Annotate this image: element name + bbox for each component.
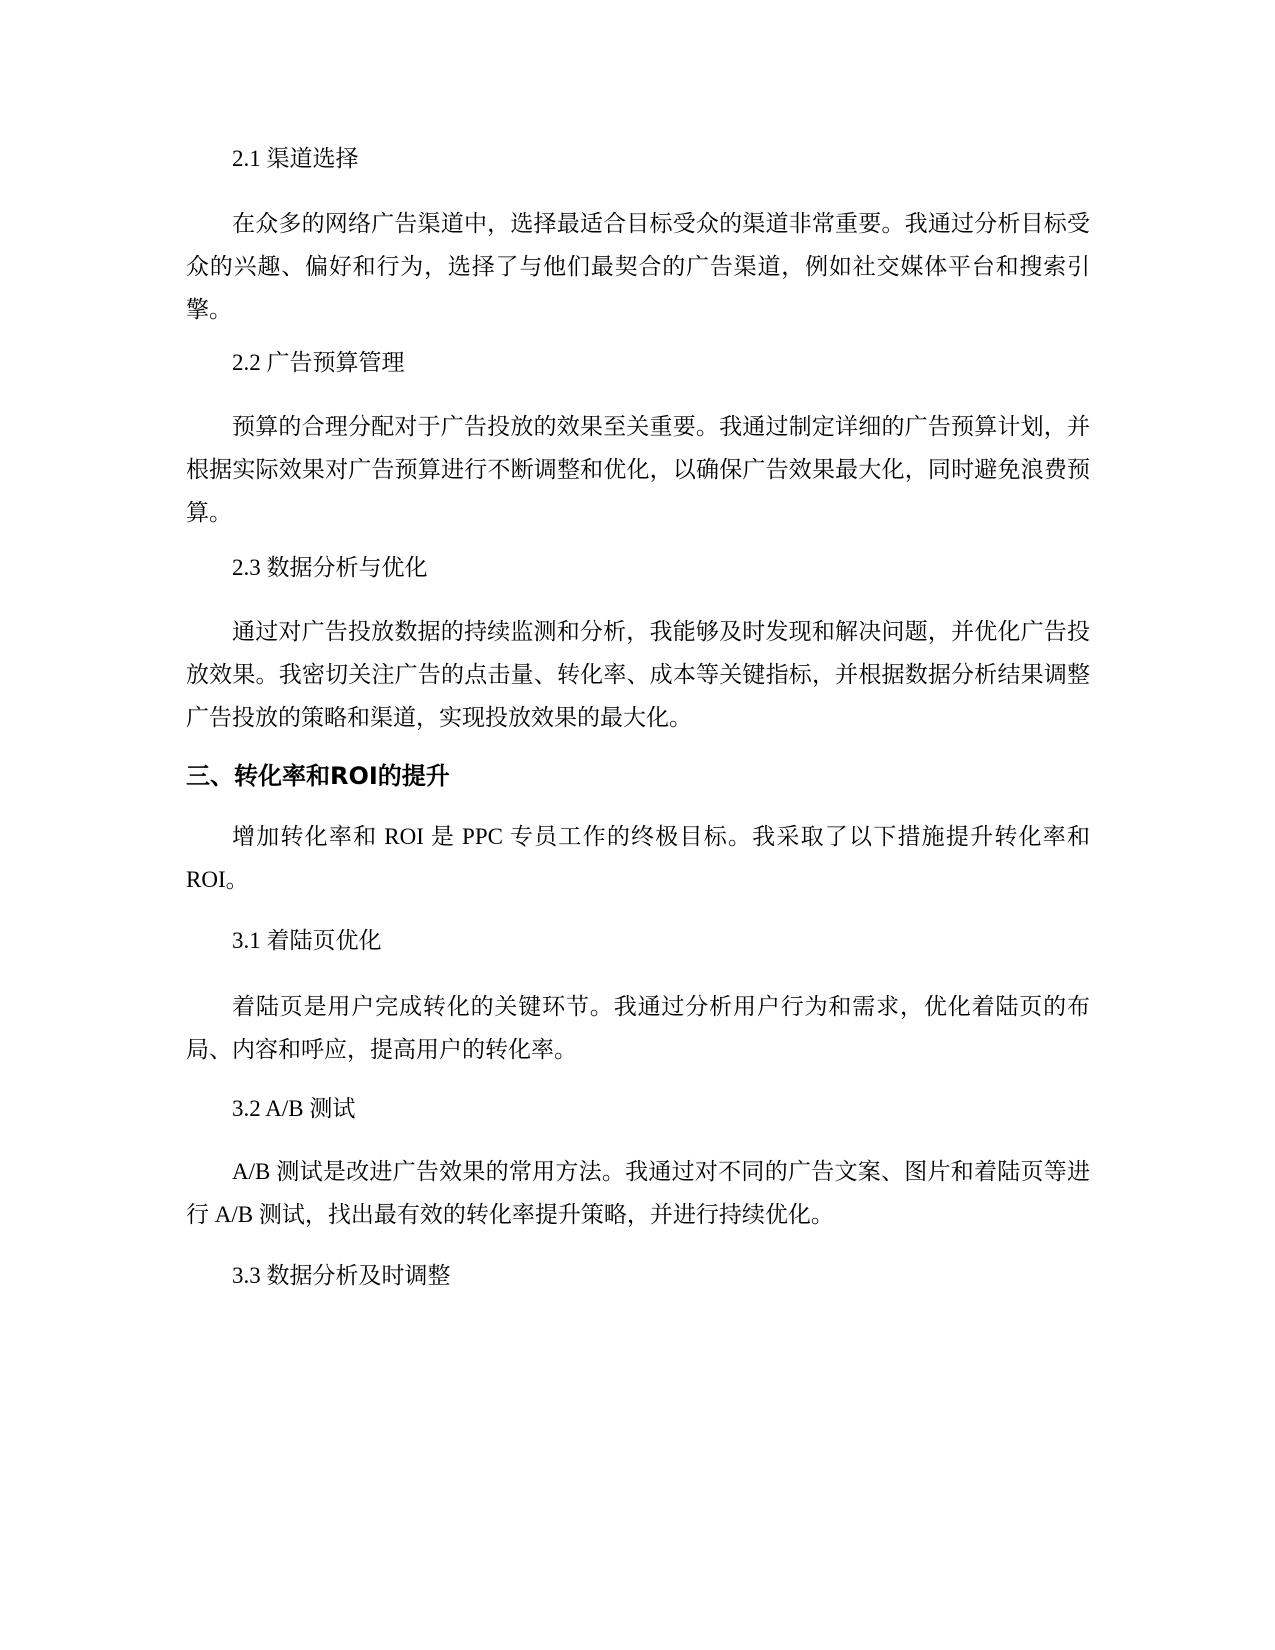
subheading-2-2: 2.2 广告预算管理 [232,350,405,375]
subheading-3-2: 3.2 A/B 测试 [232,1096,356,1121]
subheading-3-3: 3.3 数据分析及时调整 [232,1263,451,1288]
paragraph-3-intro: 增加转化率和 ROI 是 PPC 专员工作的终极目标。我采取了以下措施提升转化率和 ROI。 [186,824,1090,892]
paragraph-3-2: A/B 测试是改进广告效果的常用方法。我通过对不同的广告文案、图片和着陆页等进行 A/B 测试，找出最有效的转化率提升策略，并进行持续优化。 [186,1159,1090,1227]
paragraph-2-1: 在众多的网络广告渠道中，选择最适合目标受众的渠道非常重要。我通过分析目标受众的兴趣、偏好和行为，选择了与他们最契合的广告渠道，例如社交媒体平台和搜索引擎。 [186,211,1090,322]
subheading-2-3: 2.3 数据分析与优化 [232,555,428,580]
subheading-3-1: 3.1 着陆页优化 [232,928,382,953]
paragraph-2-2: 预算的合理分配对于广告投放的效果至关重要。我通过制定详细的广告预算计划，并根据实际效果对广告预算进行不断调整和优化，以确保广告效果最大化，同时避免浪费预算。 [186,414,1090,525]
paragraph-2-3: 通过对广告投放数据的持续监测和分析，我能够及时发现和解决问题，并优化广告投放效果。我密切关注广告的点击量、转化率、成本等关键指标，并根据数据分析结果调整广告投放的策略和渠道，实现投放效果的最大化。 [186,619,1090,730]
section-heading-3: 三、转化率和ROI的提升 [186,762,450,790]
paragraph-3-1: 着陆页是用户完成转化的关键环节。我通过分析用户行为和需求，优化着陆页的布局、内容和呼应，提高用户的转化率。 [186,994,1090,1062]
subheading-2-1: 2.1 渠道选择 [232,146,359,171]
